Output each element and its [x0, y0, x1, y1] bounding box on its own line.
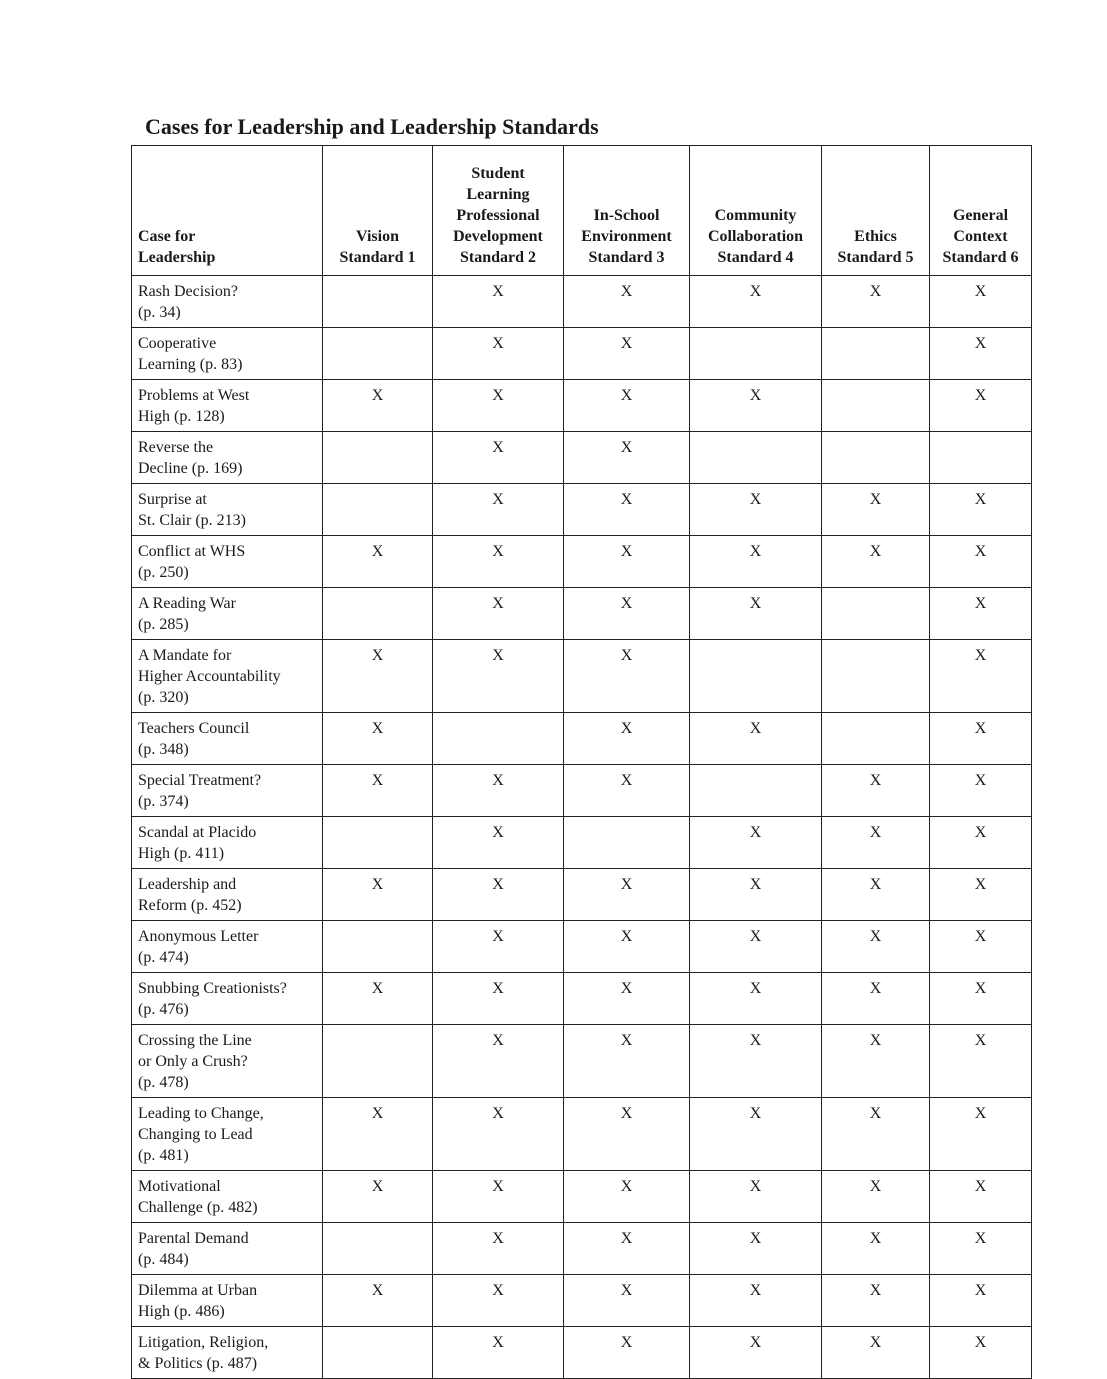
mark-cell-community: X [690, 484, 822, 536]
mark-cell-general-context: X [930, 1327, 1032, 1379]
mark-cell-general-context: X [930, 276, 1032, 328]
mark-cell-community: X [690, 1171, 822, 1223]
table-row [132, 1171, 1032, 1223]
mark-cell-ethics: X [822, 817, 930, 869]
mark-cell-student-learning: X [433, 817, 564, 869]
mark-cell-ethics: X [822, 869, 930, 921]
table-row [132, 921, 1032, 973]
mark-cell-community: X [690, 588, 822, 640]
case-name-cell: Snubbing Creationists? (p. 476) [132, 973, 323, 1025]
table-body [132, 276, 1032, 1379]
case-name-cell: Crossing the Line or Only a Crush? (p. 478) [132, 1025, 323, 1098]
column-header-in-school: In-School Environment Standard 3 [564, 146, 690, 276]
mark-cell-ethics: X [822, 1025, 930, 1098]
mark-cell-vision [323, 328, 433, 380]
mark-cell-student-learning: X [433, 973, 564, 1025]
mark-cell-vision: X [323, 1098, 433, 1171]
mark-cell-ethics: X [822, 276, 930, 328]
case-name-cell: Dilemma at Urban High (p. 486) [132, 1275, 323, 1327]
mark-cell-ethics [822, 588, 930, 640]
column-header-vision: Vision Standard 1 [323, 146, 433, 276]
table-row [132, 640, 1032, 713]
mark-cell-in-school: X [564, 973, 690, 1025]
mark-cell-in-school: X [564, 276, 690, 328]
table-row [132, 588, 1032, 640]
case-name-cell: Leading to Change, Changing to Lead (p. 481) [132, 1098, 323, 1171]
table-row [132, 1098, 1032, 1171]
mark-cell-vision [323, 484, 433, 536]
mark-cell-ethics: X [822, 1098, 930, 1171]
mark-cell-ethics: X [822, 484, 930, 536]
mark-cell-in-school: X [564, 713, 690, 765]
table-row [132, 380, 1032, 432]
mark-cell-vision [323, 817, 433, 869]
mark-cell-vision: X [323, 713, 433, 765]
mark-cell-student-learning: X [433, 380, 564, 432]
table-row [132, 432, 1032, 484]
mark-cell-student-learning: X [433, 921, 564, 973]
case-name-cell: Rash Decision? (p. 34) [132, 276, 323, 328]
mark-cell-general-context: X [930, 1025, 1032, 1098]
mark-cell-general-context: X [930, 588, 1032, 640]
mark-cell-in-school: X [564, 432, 690, 484]
mark-cell-general-context: X [930, 817, 1032, 869]
mark-cell-general-context: X [930, 640, 1032, 713]
mark-cell-community: X [690, 1025, 822, 1098]
mark-cell-vision: X [323, 765, 433, 817]
mark-cell-community: X [690, 1275, 822, 1327]
mark-cell-ethics: X [822, 1327, 930, 1379]
mark-cell-community: X [690, 869, 822, 921]
mark-cell-vision [323, 1223, 433, 1275]
mark-cell-in-school: X [564, 869, 690, 921]
mark-cell-vision: X [323, 640, 433, 713]
column-header-case: Case for Leadership [132, 146, 323, 276]
table-row [132, 1223, 1032, 1275]
mark-cell-ethics: X [822, 765, 930, 817]
mark-cell-general-context: X [930, 328, 1032, 380]
mark-cell-student-learning: X [433, 432, 564, 484]
mark-cell-ethics: X [822, 1275, 930, 1327]
case-name-cell: Problems at West High (p. 128) [132, 380, 323, 432]
mark-cell-community: X [690, 817, 822, 869]
case-name-cell: Leadership and Reform (p. 452) [132, 869, 323, 921]
mark-cell-vision [323, 1025, 433, 1098]
mark-cell-student-learning: X [433, 869, 564, 921]
mark-cell-community: X [690, 1327, 822, 1379]
case-name-cell: Litigation, Religion, & Politics (p. 487) [132, 1327, 323, 1379]
mark-cell-student-learning: X [433, 328, 564, 380]
table-row [132, 1327, 1032, 1379]
mark-cell-vision [323, 921, 433, 973]
case-name-cell: Scandal at Placido High (p. 411) [132, 817, 323, 869]
header-row [132, 146, 1032, 276]
mark-cell-general-context: X [930, 536, 1032, 588]
mark-cell-vision [323, 1327, 433, 1379]
mark-cell-community [690, 432, 822, 484]
mark-cell-student-learning: X [433, 1275, 564, 1327]
table-row [132, 276, 1032, 328]
table-row [132, 484, 1032, 536]
table-row [132, 765, 1032, 817]
mark-cell-in-school: X [564, 536, 690, 588]
column-header-general-context: General Context Standard 6 [930, 146, 1032, 276]
mark-cell-in-school: X [564, 1327, 690, 1379]
mark-cell-student-learning: X [433, 1171, 564, 1223]
mark-cell-general-context: X [930, 484, 1032, 536]
mark-cell-in-school: X [564, 484, 690, 536]
table-row [132, 869, 1032, 921]
case-name-cell: Surprise at St. Clair (p. 213) [132, 484, 323, 536]
table-row [132, 1025, 1032, 1098]
mark-cell-ethics: X [822, 921, 930, 973]
mark-cell-general-context: X [930, 1275, 1032, 1327]
case-name-cell: Special Treatment? (p. 374) [132, 765, 323, 817]
mark-cell-community: X [690, 380, 822, 432]
table-row [132, 536, 1032, 588]
case-name-cell: Motivational Challenge (p. 482) [132, 1171, 323, 1223]
mark-cell-in-school: X [564, 765, 690, 817]
mark-cell-student-learning: X [433, 276, 564, 328]
mark-cell-vision: X [323, 973, 433, 1025]
mark-cell-community [690, 640, 822, 713]
table-row [132, 817, 1032, 869]
mark-cell-student-learning: X [433, 765, 564, 817]
mark-cell-general-context: X [930, 1171, 1032, 1223]
mark-cell-general-context: X [930, 765, 1032, 817]
mark-cell-ethics [822, 432, 930, 484]
page-title: Cases for Leadership and Leadership Standards [145, 114, 599, 139]
mark-cell-ethics: X [822, 973, 930, 1025]
mark-cell-student-learning: X [433, 1098, 564, 1171]
column-header-community: Community Collaboration Standard 4 [690, 146, 822, 276]
column-header-ethics: Ethics Standard 5 [822, 146, 930, 276]
mark-cell-student-learning [433, 713, 564, 765]
case-name-cell: Reverse the Decline (p. 169) [132, 432, 323, 484]
mark-cell-community: X [690, 276, 822, 328]
mark-cell-in-school: X [564, 1275, 690, 1327]
mark-cell-ethics: X [822, 536, 930, 588]
mark-cell-student-learning: X [433, 588, 564, 640]
case-name-cell: A Reading War (p. 285) [132, 588, 323, 640]
mark-cell-general-context: X [930, 1098, 1032, 1171]
mark-cell-student-learning: X [433, 484, 564, 536]
mark-cell-community: X [690, 973, 822, 1025]
mark-cell-community [690, 765, 822, 817]
mark-cell-community: X [690, 921, 822, 973]
mark-cell-student-learning: X [433, 1025, 564, 1098]
case-name-cell: Parental Demand (p. 484) [132, 1223, 323, 1275]
mark-cell-community: X [690, 1098, 822, 1171]
mark-cell-vision [323, 432, 433, 484]
column-header-student-learning: Student Learning Professional Development Standard 2 [433, 146, 564, 276]
mark-cell-student-learning: X [433, 1223, 564, 1275]
mark-cell-vision: X [323, 1275, 433, 1327]
mark-cell-student-learning: X [433, 640, 564, 713]
mark-cell-student-learning: X [433, 536, 564, 588]
mark-cell-in-school: X [564, 1025, 690, 1098]
mark-cell-in-school: X [564, 328, 690, 380]
mark-cell-general-context: X [930, 380, 1032, 432]
case-name-cell: Conflict at WHS (p. 250) [132, 536, 323, 588]
case-name-cell: Teachers Council (p. 348) [132, 713, 323, 765]
mark-cell-in-school: X [564, 588, 690, 640]
mark-cell-in-school: X [564, 1098, 690, 1171]
mark-cell-community [690, 328, 822, 380]
table-row [132, 713, 1032, 765]
mark-cell-general-context: X [930, 973, 1032, 1025]
mark-cell-in-school [564, 817, 690, 869]
table-row [132, 328, 1032, 380]
mark-cell-in-school: X [564, 380, 690, 432]
mark-cell-vision [323, 276, 433, 328]
mark-cell-in-school: X [564, 1223, 690, 1275]
mark-cell-general-context: X [930, 869, 1032, 921]
mark-cell-ethics: X [822, 1223, 930, 1275]
mark-cell-general-context: X [930, 713, 1032, 765]
table-row [132, 973, 1032, 1025]
mark-cell-vision [323, 588, 433, 640]
mark-cell-general-context: X [930, 921, 1032, 973]
standards-table [131, 145, 1032, 1379]
mark-cell-general-context [930, 432, 1032, 484]
case-name-cell: Cooperative Learning (p. 83) [132, 328, 323, 380]
table-row [132, 1275, 1032, 1327]
mark-cell-ethics [822, 640, 930, 713]
mark-cell-ethics [822, 713, 930, 765]
mark-cell-in-school: X [564, 1171, 690, 1223]
mark-cell-ethics: X [822, 1171, 930, 1223]
mark-cell-community: X [690, 713, 822, 765]
case-name-cell: Anonymous Letter (p. 474) [132, 921, 323, 973]
mark-cell-vision: X [323, 536, 433, 588]
mark-cell-ethics [822, 328, 930, 380]
mark-cell-community: X [690, 1223, 822, 1275]
mark-cell-student-learning: X [433, 1327, 564, 1379]
mark-cell-in-school: X [564, 921, 690, 973]
mark-cell-community: X [690, 536, 822, 588]
mark-cell-vision: X [323, 380, 433, 432]
case-name-cell: A Mandate for Higher Accountability (p. 320) [132, 640, 323, 713]
mark-cell-ethics [822, 380, 930, 432]
mark-cell-in-school: X [564, 640, 690, 713]
mark-cell-general-context: X [930, 1223, 1032, 1275]
mark-cell-vision: X [323, 869, 433, 921]
mark-cell-vision: X [323, 1171, 433, 1223]
